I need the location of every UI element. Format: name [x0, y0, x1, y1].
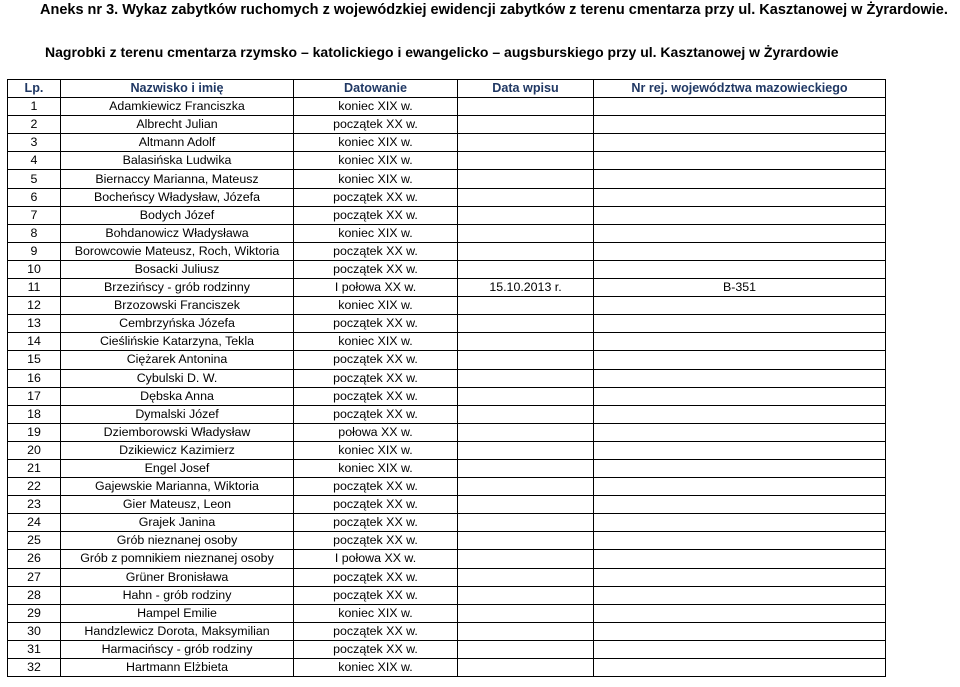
cell-entry-date: [458, 459, 594, 477]
cell-lp: 31: [8, 640, 61, 658]
cell-entry-date: [458, 532, 594, 550]
table-row: [8, 405, 886, 423]
cell-name: Hahn - grób rodziny: [61, 586, 294, 604]
table-row: [8, 206, 886, 224]
cell-lp: 14: [8, 333, 61, 351]
table-row: [8, 550, 886, 568]
table-row: [8, 514, 886, 532]
cell-register-number: [594, 532, 886, 550]
cell-lp: 12: [8, 297, 61, 315]
cell-name: Cybulski D. W.: [61, 369, 294, 387]
cell-register-number: [594, 659, 886, 677]
cell-entry-date: [458, 405, 594, 423]
cell-register-number: [594, 315, 886, 333]
cell-name: Bosacki Juliusz: [61, 260, 294, 278]
cell-lp: 3: [8, 134, 61, 152]
cell-register-number: [594, 224, 886, 242]
cell-register-number: [594, 134, 886, 152]
cell-dating: początek XX w.: [294, 242, 458, 260]
cell-entry-date: [458, 478, 594, 496]
cell-entry-date: [458, 98, 594, 116]
cell-dating: początek XX w.: [294, 496, 458, 514]
cell-register-number: [594, 640, 886, 658]
cell-lp: 26: [8, 550, 61, 568]
cell-lp: 13: [8, 315, 61, 333]
cell-name: Gajewskie Marianna, Wiktoria: [61, 478, 294, 496]
cell-entry-date: [458, 260, 594, 278]
cell-entry-date: [458, 550, 594, 568]
cell-register-number: [594, 206, 886, 224]
cell-lp: 15: [8, 351, 61, 369]
cell-entry-date: 15.10.2013 r.: [458, 279, 594, 297]
cell-name: Bodych Józef: [61, 206, 294, 224]
cell-lp: 29: [8, 604, 61, 622]
table-row: [8, 423, 886, 441]
cell-entry-date: [458, 134, 594, 152]
cell-name: Bohdanowicz Władysława: [61, 224, 294, 242]
cell-lp: 9: [8, 242, 61, 260]
table-row: [8, 640, 886, 658]
cell-name: Grób nieznanej osoby: [61, 532, 294, 550]
cell-register-number: [594, 188, 886, 206]
cell-name: Engel Josef: [61, 459, 294, 477]
cell-name: Grób z pomnikiem nieznanej osoby: [61, 550, 294, 568]
cell-dating: początek XX w.: [294, 622, 458, 640]
cell-dating: koniec XIX w.: [294, 441, 458, 459]
cell-name: Bocheńscy Władysław, Józefa: [61, 188, 294, 206]
cell-name: Dziemborowski Władysław: [61, 423, 294, 441]
cell-name: Cembrzyńska Józefa: [61, 315, 294, 333]
cell-dating: koniec XIX w.: [294, 604, 458, 622]
table-row: [8, 188, 886, 206]
cell-register-number: [594, 496, 886, 514]
table-row: [8, 152, 886, 170]
cell-register-number: [594, 297, 886, 315]
cell-lp: 11: [8, 279, 61, 297]
table-row: [8, 659, 886, 677]
cell-lp: 23: [8, 496, 61, 514]
table-row: [8, 224, 886, 242]
table-row: [8, 315, 886, 333]
cell-register-number: [594, 550, 886, 568]
cell-dating: koniec XIX w.: [294, 333, 458, 351]
cell-register-number: [594, 369, 886, 387]
cell-dating: początek XX w.: [294, 514, 458, 532]
cell-register-number: [594, 441, 886, 459]
cell-dating: początek XX w.: [294, 315, 458, 333]
cell-dating: połowa XX w.: [294, 423, 458, 441]
cell-name: Ciężarek Antonina: [61, 351, 294, 369]
cell-register-number: [594, 568, 886, 586]
cell-entry-date: [458, 116, 594, 134]
cell-entry-date: [458, 441, 594, 459]
table-row: [8, 622, 886, 640]
cell-lp: 17: [8, 387, 61, 405]
cell-name: Dzikiewicz Kazimierz: [61, 441, 294, 459]
cell-name: Grajek Janina: [61, 514, 294, 532]
table-row: [8, 242, 886, 260]
cell-entry-date: [458, 224, 594, 242]
cell-lp: 16: [8, 369, 61, 387]
table-header-row: [8, 80, 886, 98]
table-row: [8, 134, 886, 152]
cell-lp: 21: [8, 459, 61, 477]
cell-name: Hampel Emilie: [61, 604, 294, 622]
cell-register-number: [594, 604, 886, 622]
cell-register-number: B-351: [594, 279, 886, 297]
cell-lp: 27: [8, 568, 61, 586]
cell-entry-date: [458, 170, 594, 188]
cell-entry-date: [458, 586, 594, 604]
cell-entry-date: [458, 496, 594, 514]
cell-name: Hartmann Elżbieta: [61, 659, 294, 677]
cell-lp: 6: [8, 188, 61, 206]
cell-lp: 18: [8, 405, 61, 423]
cell-entry-date: [458, 622, 594, 640]
cell-register-number: [594, 152, 886, 170]
table-row: [8, 170, 886, 188]
cell-dating: początek XX w.: [294, 387, 458, 405]
cell-lp: 8: [8, 224, 61, 242]
cell-lp: 2: [8, 116, 61, 134]
cell-name: Grüner Bronisława: [61, 568, 294, 586]
cell-register-number: [594, 242, 886, 260]
cell-lp: 10: [8, 260, 61, 278]
cell-name: Adamkiewicz Franciszka: [61, 98, 294, 116]
cell-name: Albrecht Julian: [61, 116, 294, 134]
cell-register-number: [594, 260, 886, 278]
cell-dating: koniec XIX w.: [294, 170, 458, 188]
table-row: [8, 98, 886, 116]
cell-dating: początek XX w.: [294, 405, 458, 423]
cell-name: Biernaccy Marianna, Mateusz: [61, 170, 294, 188]
cell-dating: początek XX w.: [294, 116, 458, 134]
cell-register-number: [594, 98, 886, 116]
cell-name: Altmann Adolf: [61, 134, 294, 152]
cell-name: Brzezińscy - grób rodzinny: [61, 279, 294, 297]
cell-lp: 28: [8, 586, 61, 604]
cell-name: Handzlewicz Dorota, Maksymilian: [61, 622, 294, 640]
cell-register-number: [594, 170, 886, 188]
table-row: [8, 116, 886, 134]
cell-entry-date: [458, 188, 594, 206]
cell-entry-date: [458, 206, 594, 224]
table-row: [8, 586, 886, 604]
monuments-table: [7, 79, 886, 677]
document-title: Aneks nr 3. Wykaz zabytków ruchomych z wojewódzkiej ewidencji zabytków z terenu cmentarza przy ul. Kasztanowej w Żyrardowie.: [40, 2, 948, 18]
cell-dating: początek XX w.: [294, 478, 458, 496]
cell-name: Borowcowie Mateusz, Roch, Wiktoria: [61, 242, 294, 260]
section-title: Nagrobki z terenu cmentarza rzymsko – katolickiego i ewangelicko – augsburskiego przy ul. Kasztanowej w Żyrardowie: [45, 44, 839, 60]
cell-register-number: [594, 333, 886, 351]
cell-lp: 1: [8, 98, 61, 116]
cell-dating: początek XX w.: [294, 586, 458, 604]
cell-dating: początek XX w.: [294, 568, 458, 586]
cell-dating: początek XX w.: [294, 206, 458, 224]
table-row: [8, 532, 886, 550]
cell-lp: 7: [8, 206, 61, 224]
table-row: [8, 297, 886, 315]
cell-register-number: [594, 586, 886, 604]
cell-lp: 25: [8, 532, 61, 550]
cell-dating: koniec XIX w.: [294, 224, 458, 242]
cell-entry-date: [458, 423, 594, 441]
table-row: [8, 387, 886, 405]
cell-dating: koniec XIX w.: [294, 459, 458, 477]
cell-entry-date: [458, 568, 594, 586]
cell-lp: 20: [8, 441, 61, 459]
table-row: [8, 441, 886, 459]
table-row: [8, 478, 886, 496]
cell-entry-date: [458, 152, 594, 170]
cell-register-number: [594, 351, 886, 369]
cell-lp: 24: [8, 514, 61, 532]
cell-name: Harmacińscy - grób rodziny: [61, 640, 294, 658]
cell-entry-date: [458, 315, 594, 333]
cell-register-number: [594, 116, 886, 134]
cell-name: Dębska Anna: [61, 387, 294, 405]
header-name: Nazwisko i imię: [61, 80, 294, 98]
cell-dating: początek XX w.: [294, 260, 458, 278]
table-row: [8, 369, 886, 387]
header-dating: Datowanie: [294, 80, 458, 98]
header-register-number: Nr rej. województwa mazowieckiego: [594, 80, 886, 98]
cell-name: Dymalski Józef: [61, 405, 294, 423]
table-row: [8, 333, 886, 351]
cell-entry-date: [458, 604, 594, 622]
cell-name: Balasińska Ludwika: [61, 152, 294, 170]
cell-dating: koniec XIX w.: [294, 659, 458, 677]
cell-entry-date: [458, 514, 594, 532]
cell-entry-date: [458, 297, 594, 315]
table-row: [8, 459, 886, 477]
cell-dating: koniec XIX w.: [294, 134, 458, 152]
cell-dating: początek XX w.: [294, 351, 458, 369]
cell-lp: 5: [8, 170, 61, 188]
table-row: [8, 496, 886, 514]
cell-register-number: [594, 514, 886, 532]
header-lp: Lp.: [8, 80, 61, 98]
cell-name: Gier Mateusz, Leon: [61, 496, 294, 514]
table-row: [8, 279, 886, 297]
cell-entry-date: [458, 333, 594, 351]
cell-entry-date: [458, 242, 594, 260]
cell-dating: początek XX w.: [294, 188, 458, 206]
cell-lp: 30: [8, 622, 61, 640]
table-row: [8, 260, 886, 278]
cell-entry-date: [458, 369, 594, 387]
cell-lp: 19: [8, 423, 61, 441]
cell-dating: koniec XIX w.: [294, 152, 458, 170]
cell-lp: 32: [8, 659, 61, 677]
table-body: [8, 98, 886, 677]
table-row: [8, 351, 886, 369]
header-entry-date: Data wpisu: [458, 80, 594, 98]
cell-entry-date: [458, 659, 594, 677]
cell-entry-date: [458, 387, 594, 405]
cell-dating: początek XX w.: [294, 532, 458, 550]
table-row: [8, 604, 886, 622]
cell-register-number: [594, 405, 886, 423]
cell-dating: początek XX w.: [294, 640, 458, 658]
cell-entry-date: [458, 640, 594, 658]
cell-dating: I połowa XX w.: [294, 279, 458, 297]
cell-lp: 22: [8, 478, 61, 496]
cell-register-number: [594, 459, 886, 477]
cell-lp: 4: [8, 152, 61, 170]
cell-dating: początek XX w.: [294, 369, 458, 387]
cell-dating: I połowa XX w.: [294, 550, 458, 568]
cell-dating: koniec XIX w.: [294, 98, 458, 116]
cell-register-number: [594, 423, 886, 441]
cell-register-number: [594, 622, 886, 640]
cell-dating: koniec XIX w.: [294, 297, 458, 315]
cell-name: Brzozowski Franciszek: [61, 297, 294, 315]
cell-register-number: [594, 387, 886, 405]
cell-name: Cieślińskie Katarzyna, Tekla: [61, 333, 294, 351]
table-row: [8, 568, 886, 586]
cell-entry-date: [458, 351, 594, 369]
cell-register-number: [594, 478, 886, 496]
